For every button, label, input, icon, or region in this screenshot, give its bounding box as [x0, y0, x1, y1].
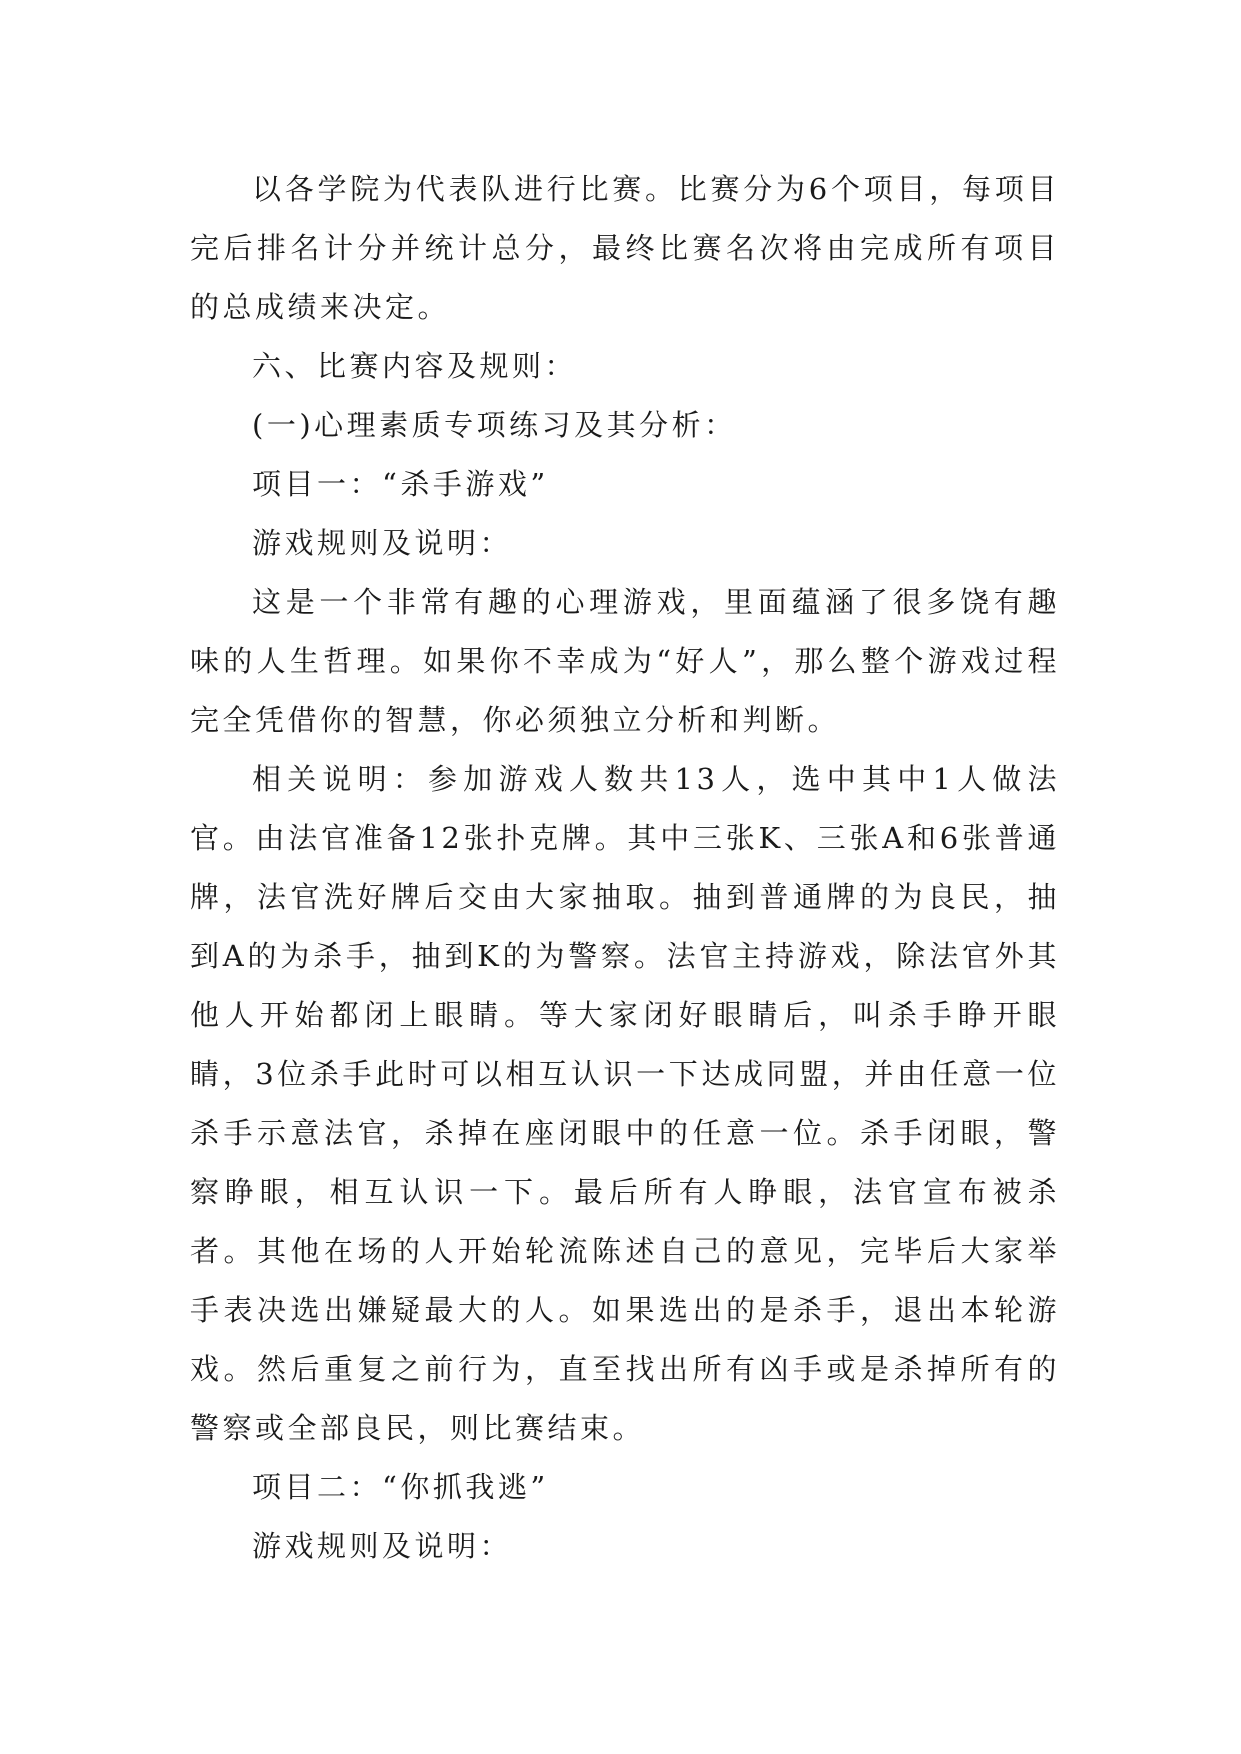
subsection-heading: (一)心理素质专项练习及其分析： — [252, 408, 737, 442]
rules-label-1: 游戏规则及说明： — [252, 526, 513, 560]
item-heading-2: 项目二：“你抓我逃” — [252, 1470, 549, 1504]
item-heading-1: 项目一：“杀手游戏” — [252, 467, 549, 501]
rules-label-2: 游戏规则及说明： — [252, 1529, 513, 1563]
section-heading-rules: 六、比赛内容及规则： — [252, 349, 578, 383]
paragraph-intro: 以各学院为代表队进行比赛。比赛分为6个项目，每项目完后排名计分并统计总分，最终比赛名次将由完成所有项目的总成绩来决定。 — [190, 172, 1060, 324]
paragraph-game-details: 相关说明：参加游戏人数共13人，选中其中1人做法官。由法官准备12张扑克牌。其中三张K、三张A和6张普通牌，法官洗好牌后交由大家抽取。抽到普通牌的为良民，抽到A的为杀手，抽到K的为警察。法官主持游戏，除法官外其他人开始都闭上眼睛。等大家闭好眼睛后，叫杀手睁开眼睛，3位杀手此时可以相互认识一下达成同盟，并由任意一位杀手示意法官，杀掉在座闭眼中的任意一位。杀手闭眼，警察睁眼，相互认识一下。最后所有人睁眼，法官宣布被杀者。其他在场的人开始轮流陈述自己的意见，完毕后大家举手表决选出嫌疑最大的人。如果选出的是杀手，退出本轮游戏。然后重复之前行为，直至找出所有凶手或是杀掉所有的警察或全部良民，则比赛结束。 — [190, 762, 1060, 1445]
paragraph-game-description: 这是一个非常有趣的心理游戏，里面蕴涵了很多饶有趣味的人生哲理。如果你不幸成为“好人”，那么整个游戏过程完全凭借你的智慧，你必须独立分析和判断。 — [190, 585, 1060, 737]
document-body — [190, 160, 1060, 1576]
